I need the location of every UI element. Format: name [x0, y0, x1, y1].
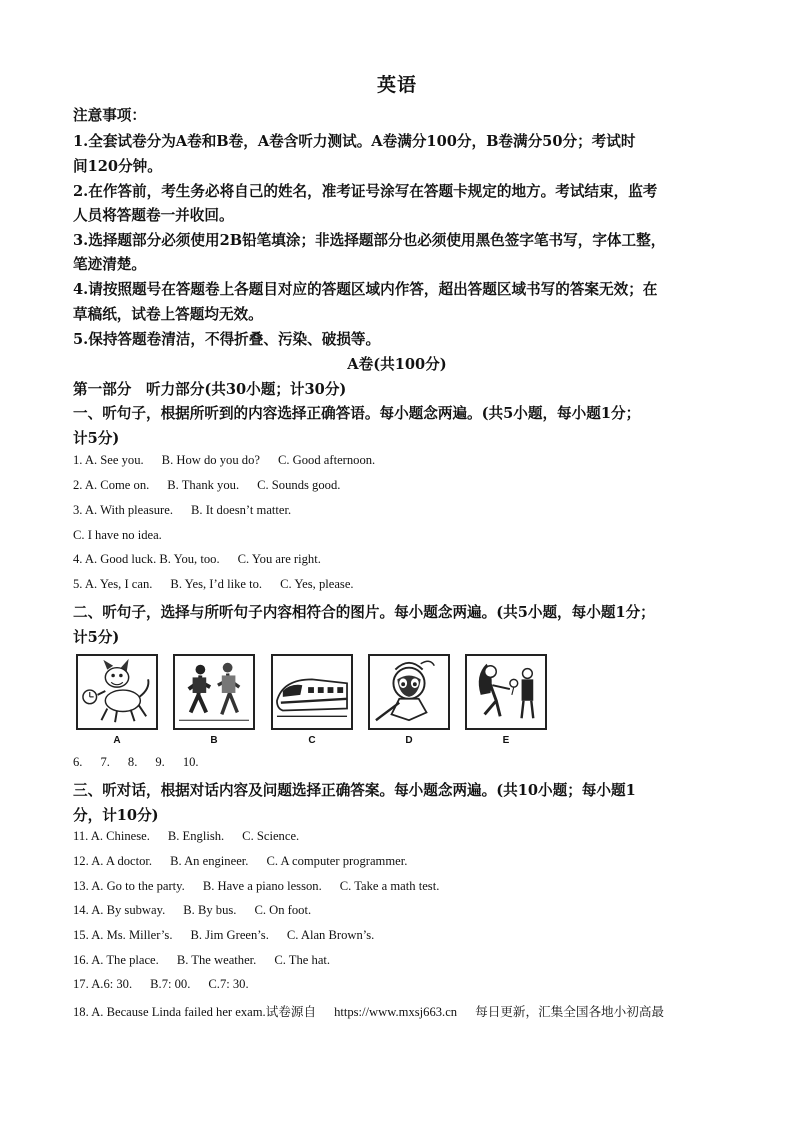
giving-flower-icon: [465, 654, 547, 730]
picture-label-a: A: [113, 735, 121, 746]
notes-heading: 注意事项：: [73, 107, 146, 124]
note-line-8: 草稿纸，试卷上答题均无效。: [73, 306, 263, 323]
note-line-7: 4.请按照题号在答题卷上各题目对应的答题区域内作答，超出答题区域书写的答案无效；在: [73, 281, 658, 298]
question-12: 12. A. A doctor. B. An engineer. C. A computer programmer.: [73, 854, 408, 868]
s3-heading-1: 三、听对话，根据对话内容及问题选择正确答案。每小题念两遍。(共10小题；每小题1: [73, 782, 636, 799]
picture-label-c: C: [308, 735, 316, 746]
question-13: 13. A. Go to the party. B. Have a piano lesson. C. Take a math test.: [73, 879, 440, 893]
dog-with-clock-icon: [76, 654, 158, 730]
question-2: 2. A. Come on. B. Thank you. C. Sounds good.: [73, 478, 341, 492]
high-speed-train-icon: [271, 654, 353, 730]
question-14: 14. A. By subway. B. By bus. C. On foot.: [73, 903, 312, 917]
picture-label-d: D: [405, 735, 413, 746]
part1-heading: 第一部分 听力部分(共30小题；计30分): [73, 381, 347, 398]
question-11: 11. A. Chinese. B. English. C. Science.: [73, 829, 300, 843]
note-line-6: 笔迹清楚。: [73, 256, 146, 273]
note-line-2: 间120分钟。: [73, 158, 162, 175]
question-1: 1. A. See you. B. How do you do? C. Good afternoon.: [73, 453, 376, 467]
note-line-1: 1.全套试卷分为A卷和B卷，A卷含听力测试。A卷满分100分，B卷满分50分；考试时: [73, 133, 636, 150]
s1-heading-2: 计5分): [73, 430, 120, 447]
picture-label-e: E: [502, 735, 510, 746]
question-3: 3. A. With pleasure. B. It doesn’t matter.: [73, 503, 292, 517]
question-3-option-c: C. I have no idea.: [73, 528, 162, 542]
note-line-9: 5.保持答题卷清洁，不得折叠、污染、破损等。: [73, 331, 381, 348]
monkey-king-cartoon-icon: [368, 654, 450, 730]
note-line-4: 人员将答题卷一并收回。: [73, 207, 234, 224]
question-15: 15. A. Ms. Miller’s. B. Jim Green’s. C. Alan Brown’s.: [73, 928, 375, 942]
question-17: 17. A.6: 30. B.7: 00. C.7: 30.: [73, 977, 249, 991]
s2-heading-1: 二、听句子，选择与所听句子内容相符合的图片。每小题念两遍。(共5小题，每小题1分；: [73, 604, 655, 621]
question-18: 18. A. Because Linda failed her exam.试卷源自 https://www.mxsj663.cn 每日更新，汇集全国各地小初高最: [73, 1005, 664, 1019]
s1-heading-1: 一、听句子，根据所听到的内容选择正确答语。每小题念两遍。(共5小题，每小题1分；: [73, 405, 641, 422]
people-walking-icon: [173, 654, 255, 730]
s3-heading-2: 分，计10分): [73, 807, 159, 824]
s2-heading-2: 计5分): [73, 629, 120, 646]
section-a-title: A卷(共100分): [347, 356, 447, 373]
question-5: 5. A. Yes, I can. B. Yes, I’d like to. C. Yes, please.: [73, 577, 354, 591]
question-16: 16. A. The place. B. The weather. C. The hat.: [73, 953, 331, 967]
picture-label-b: B: [210, 735, 218, 746]
note-line-3: 2.在作答前，考生务必将自己的姓名，准考证号涂写在答题卡规定的地方。考试结束，监考: [73, 183, 658, 200]
source-link[interactable]: https://www.mxsj663.cn: [334, 1005, 458, 1019]
question-numbers-6-10: 6. 7. 8. 9. 10.: [73, 755, 199, 769]
question-4: 4. A. Good luck. B. You, too. C. You are right.: [73, 552, 321, 566]
note-line-5: 3.选择题部分必须使用2B铅笔填涂；非选择题部分也必须使用黑色签字笔书写，字体工整，: [73, 232, 666, 249]
page-title: 英语: [376, 74, 417, 96]
